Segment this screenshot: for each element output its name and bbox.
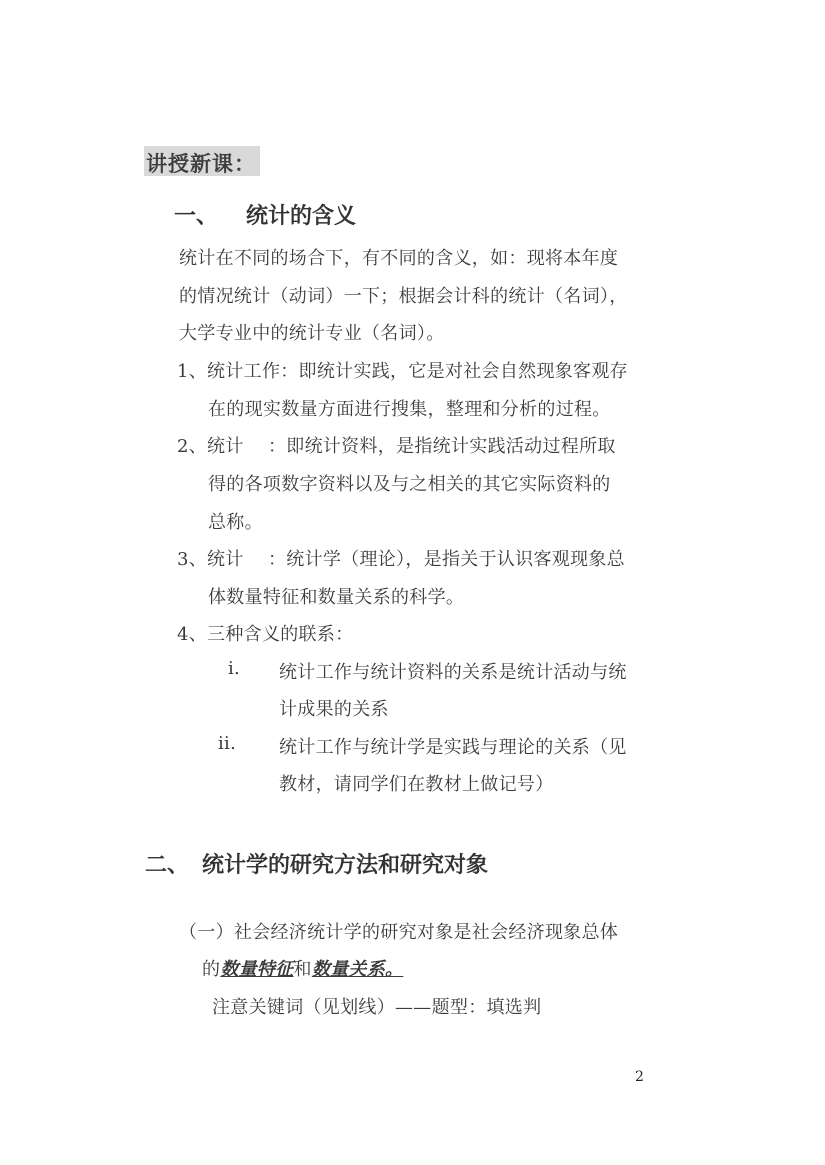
intro-line: 大学专业中的统计专业（名词）。 [179,323,445,344]
list-item-line: 体数量特征和数量关系的科学。 [208,587,465,608]
para-conj: 和 [293,959,312,980]
list-item-line: 总称。 [208,512,263,533]
section2-note: 注意关键词（见划线）——题型：填选判 [212,997,542,1018]
section2-number: 二、 [145,853,190,878]
list-item-line: 1、统计工作：即统计实践，它是对社会自然现象客观存 [177,361,628,382]
keyword-quantity-features: 数量特征 [220,959,294,980]
list-item-line: 在的现实数量方面进行搜集，整理和分析的过程。 [208,399,611,420]
list-item-line: 3、统计 ：统计学（理论），是指关于认识客观现象总 [177,549,625,570]
section1-title: 统计的含义 [246,204,357,229]
section1-number: 一、 [174,204,219,229]
section2-para-line: （一）社会经济统计学的研究对象是社会经济现象总体 [179,922,619,943]
list-item-line: 2、统计 ：即统计资料，是指统计实践活动过程所取 [177,436,616,457]
sub-item-line: 统计工作与统计学是实践与理论的关系（见 [279,737,627,758]
intro-line: 统计在不同的场合下，有不同的含义，如：现将本年度 [179,248,619,269]
sub-item-marker: i. [228,658,241,679]
page-number: 2 [635,1069,644,1085]
intro-line: 的情况统计（动词）一下；根据会计科的统计（名词）， [179,286,628,307]
sub-item-line: 计成果的关系 [279,699,389,720]
sub-item-line: 教材，请同学们在教材上做记号） [279,774,554,795]
list-item-line: 4、三种含义的联系： [177,624,354,645]
para-prefix: 的 [202,959,221,980]
lesson-label: 讲授新课： [146,152,256,176]
sub-item-marker: ii. [218,733,237,754]
keyword-quantity-relations: 数量关系。 [311,959,404,980]
list-item-line: 得的各项数字资料以及与之相关的其它实际资料的 [208,474,611,495]
sub-item-line: 统计工作与统计资料的关系是统计活动与统 [279,662,627,683]
section2-title: 统计学的研究方法和研究对象 [202,853,489,878]
section2-para-line2 [202,955,403,981]
